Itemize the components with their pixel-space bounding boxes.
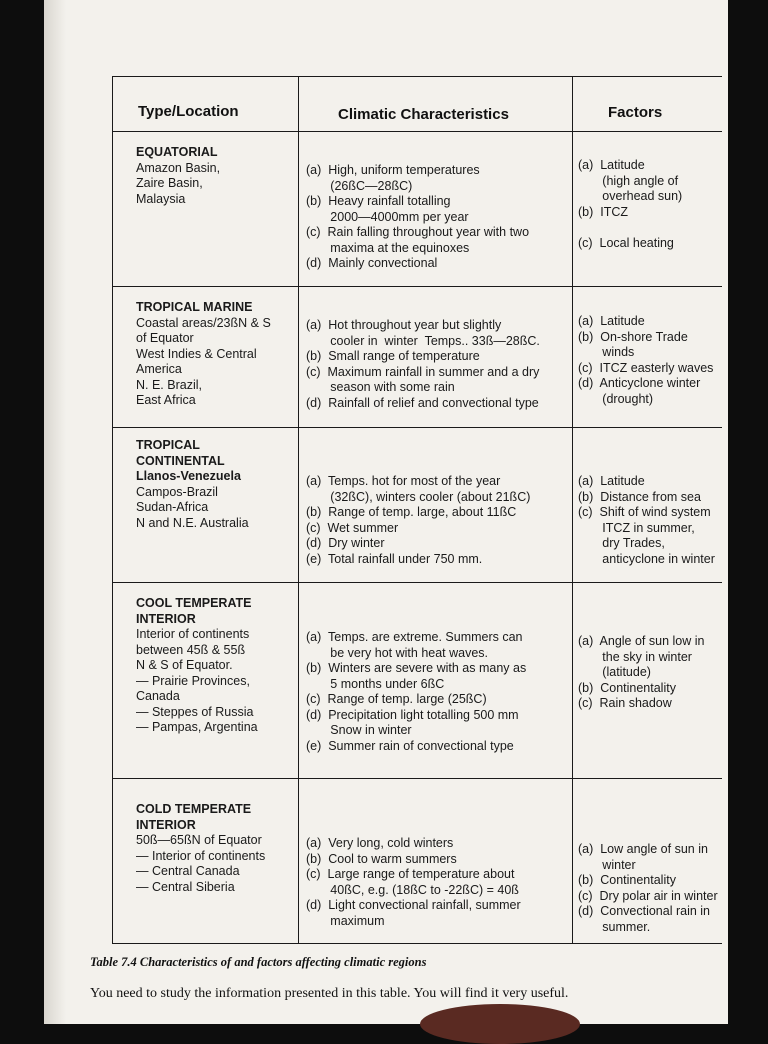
characteristic-line: (a) Temps. are extreme. Summers can (306, 630, 523, 644)
factor-line: ITCZ in summer, (578, 520, 695, 535)
location-line: East Africa (136, 393, 196, 407)
factor-line: winter (578, 857, 636, 872)
characteristic-line: (b) Cool to warm summers (306, 851, 457, 866)
climate-type-title: EQUATORIAL (136, 145, 218, 159)
type-location-cell (136, 596, 258, 736)
factor-line: anticyclone in winter (578, 551, 715, 566)
page-gutter (44, 0, 66, 1024)
characteristic-line: (c) Wet summer (306, 520, 399, 535)
location-line: N and N.E. Australia (136, 515, 249, 530)
characteristics-cell (306, 163, 529, 272)
location-line: Amazon Basin, (136, 160, 221, 175)
characteristics-cell (306, 630, 526, 754)
characteristic-line: (32ßC), winters cooler (about 21ßC) (306, 489, 531, 504)
climate-type-title: COOL TEMPERATE (136, 596, 252, 610)
climate-type-title: Llanos-Venezuela (136, 469, 241, 483)
factor-line (578, 220, 682, 236)
row-divider (112, 582, 722, 583)
characteristic-line: (d) Precipitation light totalling 500 mm (306, 707, 519, 722)
characteristic-line: (e) Summer rain of convectional type (306, 738, 514, 753)
type-location-cell (136, 802, 265, 895)
characteristic-line: (e) Total rainfall under 750 mm. (306, 551, 483, 566)
location-line: 50ß—65ßN of Equator (136, 833, 262, 847)
factor-line: (drought) (578, 391, 654, 406)
location-line: — Steppes of Russia (136, 704, 254, 719)
factor-line: (c) Dry polar air in winter (578, 888, 718, 903)
factor-line: (a) Low angle of sun in (578, 842, 708, 856)
location-line: Coastal areas/23ßN & S (136, 315, 271, 330)
factors-cell (578, 634, 704, 712)
factor-line: (b) Continentality (578, 873, 676, 887)
characteristic-line: (a) Very long, cold winters (306, 836, 454, 850)
footer-text: You need to study the information presented in this table. You will find it very useful. (90, 986, 569, 1001)
location-line: N & S of Equator. (136, 658, 233, 672)
factor-line: (d) Convectional rain in (578, 904, 711, 918)
factor-line: (a) Latitude (578, 474, 645, 488)
factors-cell (578, 158, 682, 251)
location-line: — Prairie Provinces, (136, 673, 250, 688)
factors-cell (578, 842, 718, 935)
characteristic-line: (d) Rainfall of relief and convectional type (306, 395, 539, 410)
characteristics-cell (306, 836, 521, 929)
location-line: — Central Siberia (136, 879, 235, 894)
climate-type-title: TROPICAL MARINE (136, 300, 253, 314)
characteristic-line: (c) Rain falling throughout year with two (306, 225, 530, 239)
characteristic-line: (a) Hot throughout year but slightly (306, 318, 502, 332)
row-divider (112, 778, 722, 779)
characteristic-line: (d) Mainly convectional (306, 256, 438, 270)
location-line: of Equator (136, 331, 194, 345)
characteristic-line: maximum (306, 913, 385, 928)
climate-type-title: CONTINENTAL (136, 453, 225, 468)
factor-line: (high angle of (578, 173, 679, 188)
characteristic-line: (b) Winters are severe with as many as (306, 661, 527, 675)
location-line: Canada (136, 689, 180, 703)
characteristic-line: (c) Maximum rainfall in summer and a dry (306, 364, 540, 379)
characteristic-line: 5 months under 6ßC (306, 676, 445, 691)
header-factors: Factors (608, 104, 663, 121)
factor-line: (b) On-shore Trade (578, 329, 688, 344)
column-divider (572, 76, 573, 944)
climate-type-title: COLD TEMPERATE (136, 802, 252, 816)
characteristic-line: (c) Range of temp. large (25ßC) (306, 692, 487, 706)
factor-line: winds (578, 345, 635, 359)
characteristic-line: 40ßC, e.g. (18ßC to -22ßC) = 40ß (306, 882, 519, 897)
factor-line: (a) Latitude (578, 158, 645, 172)
location-line: — Pampas, Argentina (136, 720, 258, 734)
characteristic-line: (d) Light convectional rainfall, summer (306, 898, 521, 912)
factors-cell (578, 314, 713, 407)
climate-type-title: INTERIOR (136, 817, 196, 832)
characteristic-line: (26ßC—28ßC) (306, 178, 413, 193)
characteristic-line: season with some rain (306, 380, 455, 394)
factors-cell (578, 474, 715, 567)
location-line: Malaysia (136, 191, 186, 206)
factor-line: (latitude) (578, 665, 651, 679)
factor-line: (c) Local heating (578, 235, 674, 250)
header-type-location: Type/Location (138, 103, 239, 120)
location-line: N. E. Brazil, (136, 377, 202, 392)
row-divider (112, 131, 722, 132)
factor-line: (a) Latitude (578, 314, 645, 328)
row-divider (112, 427, 722, 428)
characteristics-cell (306, 474, 530, 567)
climate-type-title: INTERIOR (136, 611, 196, 626)
location-line: Interior of continents (136, 627, 250, 641)
characteristic-line: cooler in winter Temps.. 33ß—28ßC. (306, 333, 540, 348)
factor-line: (c) Shift of wind system (578, 505, 711, 519)
table-caption: Table 7.4 Characteristics of and factors affecting climatic regions (90, 955, 427, 969)
characteristic-line: (a) High, uniform temperatures (306, 163, 480, 177)
factor-line: dry Trades, (578, 536, 665, 550)
characteristic-line: Snow in winter (306, 723, 412, 737)
factor-line: (a) Angle of sun low in (578, 634, 705, 648)
climate-type-title: TROPICAL (136, 438, 200, 452)
finger-obstruction (420, 1004, 580, 1044)
factor-line: (b) Continentality (578, 680, 676, 695)
type-location-cell (136, 300, 271, 409)
column-divider (298, 76, 299, 944)
characteristic-line: (b) Heavy rainfall totalling (306, 194, 451, 208)
location-line: Sudan-Africa (136, 500, 209, 514)
type-location-cell (136, 145, 220, 207)
type-location-cell (136, 438, 249, 531)
location-line: — Interior of continents (136, 848, 266, 863)
location-line: — Central Canada (136, 864, 240, 878)
row-divider (112, 286, 722, 287)
characteristic-line: (b) Small range of temperature (306, 349, 480, 363)
factor-line: summer. (578, 919, 651, 934)
characteristic-line: (c) Large range of temperature about (306, 867, 515, 881)
location-line: West Indies & Central (136, 346, 257, 361)
characteristic-line: maxima at the equinoxes (306, 240, 470, 255)
location-line: Campos-Brazil (136, 484, 218, 499)
characteristic-line: (a) Temps. hot for most of the year (306, 474, 501, 488)
characteristic-line: (b) Range of temp. large, about 11ßC (306, 505, 517, 519)
location-line: Zaire Basin, (136, 176, 203, 190)
location-line: America (136, 362, 182, 376)
factor-line: (c) Rain shadow (578, 696, 672, 710)
factor-line: overhead sun) (578, 189, 683, 203)
factor-line: (b) ITCZ (578, 204, 628, 219)
characteristics-cell (306, 318, 540, 411)
characteristic-line: (d) Dry winter (306, 536, 385, 550)
characteristic-line: be very hot with heat waves. (306, 645, 489, 660)
factor-line: (b) Distance from sea (578, 489, 701, 504)
factor-line: (c) ITCZ easterly waves (578, 360, 714, 375)
factor-line: the sky in winter (578, 649, 692, 664)
characteristic-line: 2000—4000mm per year (306, 209, 469, 224)
location-line: between 45ß & 55ß (136, 642, 246, 657)
factor-line: (d) Anticyclone winter (578, 376, 701, 390)
header-climatic-characteristics: Climatic Characteristics (338, 106, 509, 123)
